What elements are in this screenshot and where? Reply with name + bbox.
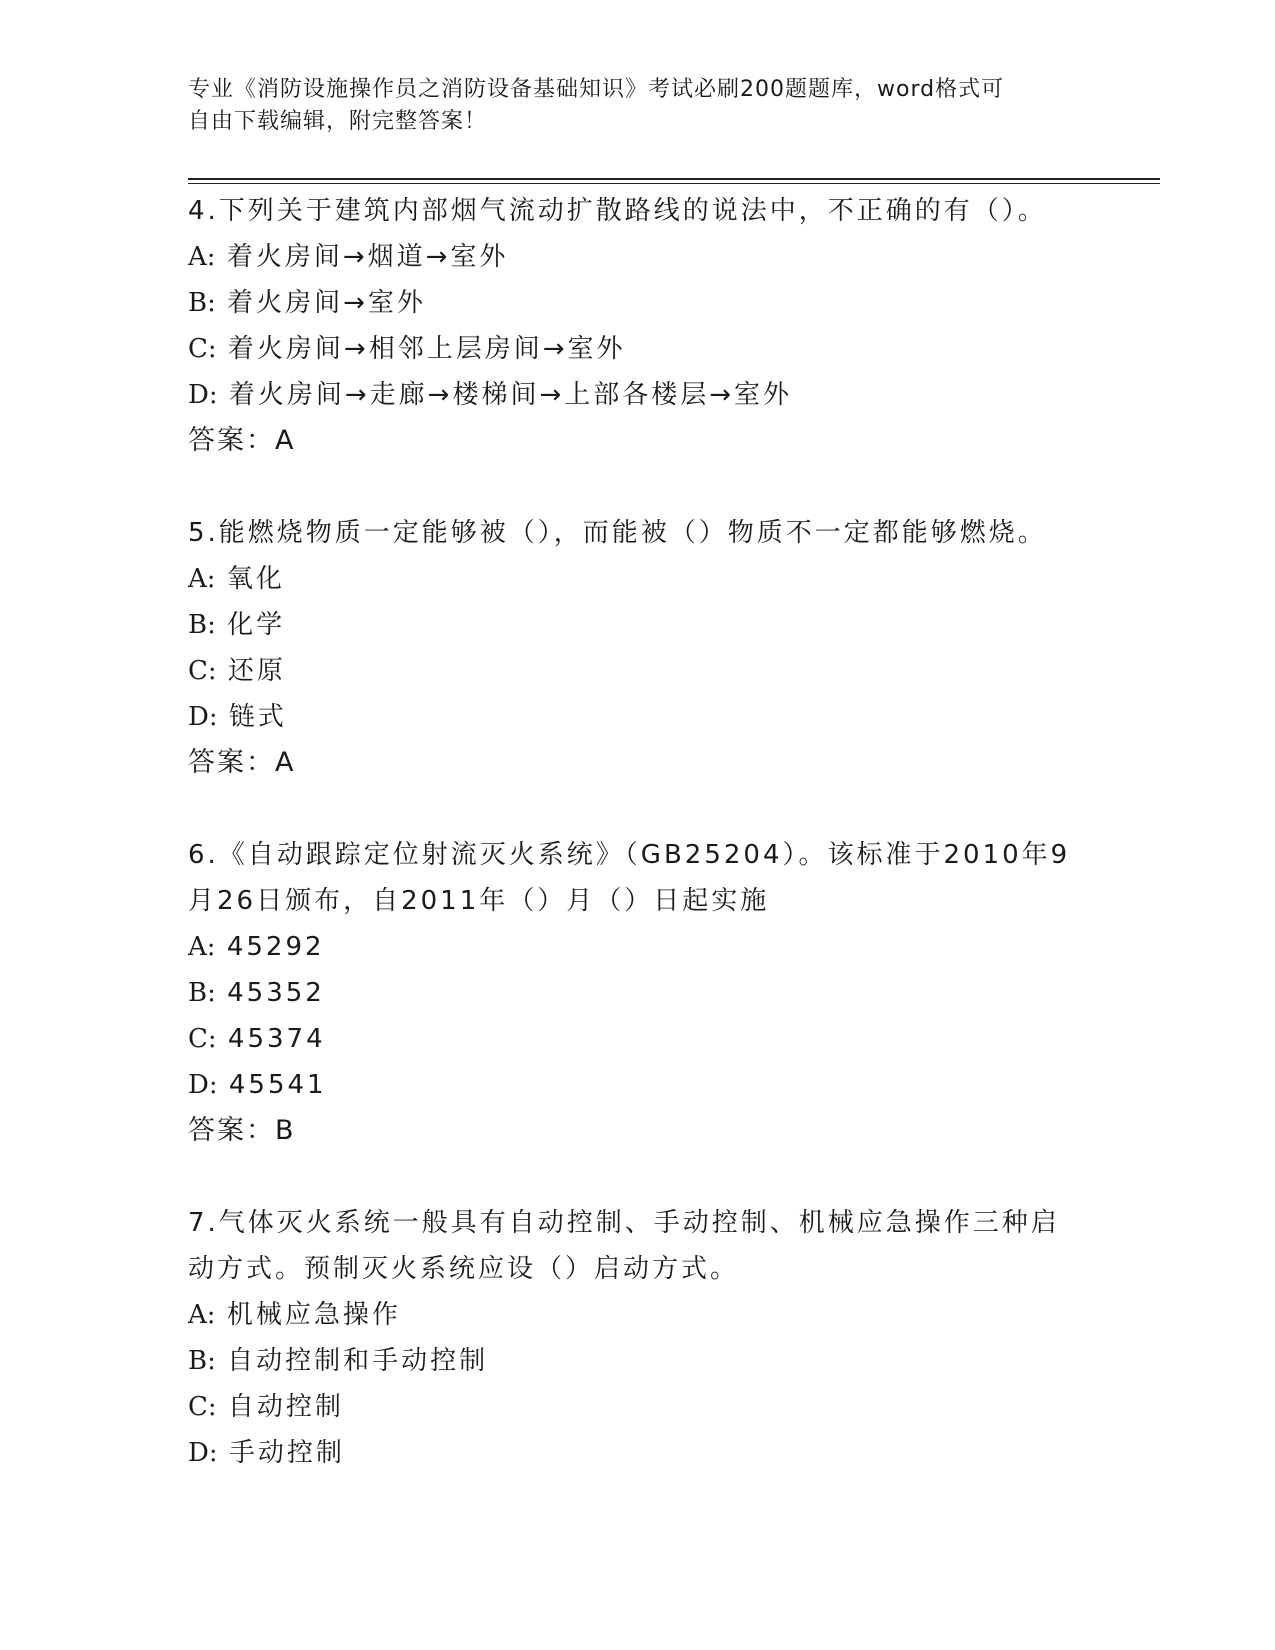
option-text: 着火房间→室外 xyxy=(227,288,426,318)
question-spacer xyxy=(188,786,1088,832)
answer-option xyxy=(188,1338,1088,1384)
question-stem: 6.《自动跟踪定位射流灭火系统》（GB25204）。该标准于2010年9 xyxy=(188,840,1071,870)
document-header xyxy=(188,74,1068,138)
question-stem: 月26日颁布，自2011年（）月（）日起实施 xyxy=(188,886,770,916)
answer-option xyxy=(188,556,1088,602)
answer-option xyxy=(188,326,1088,372)
question-list xyxy=(188,188,1088,1476)
option-text: 45352 xyxy=(227,978,325,1008)
option-key: A: xyxy=(188,564,216,594)
option-text: 链式 xyxy=(228,702,287,732)
option-key: A: xyxy=(188,1300,216,1330)
question-block xyxy=(188,188,1088,464)
option-key: B: xyxy=(188,1346,216,1376)
option-key: C: xyxy=(188,1024,217,1054)
question-spacer xyxy=(188,1154,1088,1200)
answer-option xyxy=(188,280,1088,326)
answer-option xyxy=(188,234,1088,280)
option-key: D: xyxy=(188,380,218,410)
option-text: 着火房间→烟道→室外 xyxy=(226,242,509,272)
answer-option xyxy=(188,970,1088,1016)
header-divider-thick xyxy=(188,178,1160,180)
header-line-2: 自由下载编辑，附完整答案！ xyxy=(188,109,488,134)
option-text: 氧化 xyxy=(226,564,285,594)
option-key: D: xyxy=(188,1070,218,1100)
option-text: 45541 xyxy=(228,1070,327,1100)
option-text: 45292 xyxy=(226,932,325,962)
answer-option xyxy=(188,1384,1088,1430)
option-key: D: xyxy=(188,1438,218,1468)
header-line-1: 专业《消防设施操作员之消防设备基础知识》考试必刷200题题库，word格式可 xyxy=(188,77,1005,102)
option-key: D: xyxy=(188,702,218,732)
question-stem: 4.下列关于建筑内部烟气流动扩散路线的说法中，不正确的有（）。 xyxy=(188,196,1047,226)
answer-key: 答案：A xyxy=(188,425,296,456)
answer-option xyxy=(188,1292,1088,1338)
option-text: 化学 xyxy=(227,610,286,640)
option-key: B: xyxy=(188,978,216,1008)
question-stem: 动方式。预制灭火系统应设（）启动方式。 xyxy=(188,1254,740,1284)
answer-option xyxy=(188,602,1088,648)
option-key: A: xyxy=(188,242,216,272)
question-stem: 7.气体灭火系统一般具有自动控制、手动控制、机械应急操作三种启 xyxy=(188,1208,1060,1238)
option-text: 着火房间→相邻上层房间→室外 xyxy=(227,334,626,364)
answer-option xyxy=(188,1016,1088,1062)
option-key: C: xyxy=(188,656,217,686)
answer-option xyxy=(188,648,1088,694)
option-text: 自动控制 xyxy=(227,1392,344,1422)
answer-option xyxy=(188,372,1088,418)
option-key: C: xyxy=(188,1392,217,1422)
question-block xyxy=(188,1200,1088,1476)
answer-option xyxy=(188,694,1088,740)
question-stem: 5.能燃烧物质一定能够被（），而能被（）物质不一定都能够燃烧。 xyxy=(188,518,1047,548)
option-text: 还原 xyxy=(227,656,286,686)
option-text: 机械应急操作 xyxy=(226,1300,401,1330)
question-spacer xyxy=(188,464,1088,510)
header-divider-thin xyxy=(188,183,1160,184)
answer-option xyxy=(188,1430,1088,1476)
answer-key: 答案：B xyxy=(188,1115,296,1146)
question-block xyxy=(188,510,1088,786)
answer-option xyxy=(188,924,1088,970)
option-text: 自动控制和手动控制 xyxy=(227,1346,489,1376)
option-key: B: xyxy=(188,610,216,640)
option-text: 手动控制 xyxy=(228,1438,345,1468)
option-text: 45374 xyxy=(227,1024,326,1054)
option-key: C: xyxy=(188,334,217,364)
option-key: B: xyxy=(188,288,216,318)
answer-key: 答案：A xyxy=(188,747,296,778)
option-text: 着火房间→走廊→楼梯间→上部各楼层→室外 xyxy=(228,380,793,410)
option-key: A: xyxy=(188,932,216,962)
answer-option xyxy=(188,1062,1088,1108)
question-block xyxy=(188,832,1088,1154)
